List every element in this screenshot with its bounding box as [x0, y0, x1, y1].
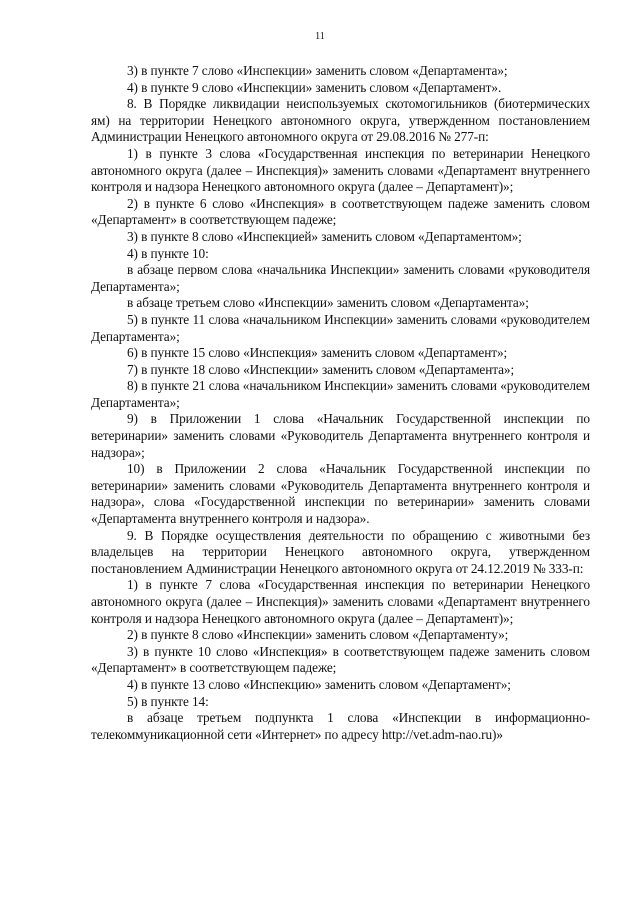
paragraph: 9) в Приложении 1 слова «Начальник Государственной инспекции по ветеринарии» заменить словами «Руководитель Департамента внутреннего контроля и надзора»; — [91, 411, 590, 460]
paragraph: 2) в пункте 8 слово «Инспекции» заменить словом «Департаменту»; — [127, 627, 509, 643]
paragraph: в абзаце первом слова «начальника Инспекции» заменить словами «руководителя Департамента»; — [91, 262, 590, 294]
paragraph: 8) в пункте 21 слова «начальником Инспекции» заменить словами «руководителем Департамента»; — [91, 378, 590, 410]
paragraph: 3) в пункте 10 слово «Инспекция» в соответствующем падеже заменить словом «Департамент» в соответствующем падеже; — [91, 643, 590, 676]
paragraph: в абзаце третьем слово «Инспекции» заменить словом «Департамента»; — [127, 295, 529, 311]
paragraph: 4) в пункте 9 слово «Инспекции» заменить словом «Департамент». — [127, 79, 502, 95]
paragraph: 1) в пункте 7 слова «Государственная инспекция по ветеринарии Ненецкого автономного округа (далее – Инспекция)» заменить словами «Департамент внутреннего контроля и надзора Ненецкого автономного округа (далее – Департамент)»; — [91, 577, 590, 626]
paragraph: 3) в пункте 7 слово «Инспекции» заменить словом «Департамента»; — [127, 63, 508, 78]
paragraph: 3) в пункте 8 слово «Инспекцией» заменить словом «Департаментом»; — [127, 228, 522, 244]
section-heading-paragraph: 8. В Порядке ликвидации неиспользуемых скотомогильников (биотермических ям) на территории Ненецкого автономного округа, утвержденном постановлением Администрации Ненецкого автономного округа от 29.08.2016 № 277-п: — [91, 96, 590, 145]
paragraph: 5) в пункте 11 слова «начальником Инспекции» заменить словами «руководителем Департамента»; — [91, 311, 590, 344]
paragraph: 5) в пункте 14: — [127, 693, 209, 709]
paragraph: 4) в пункте 10: — [127, 245, 209, 261]
paragraph: 4) в пункте 13 слово «Инспекцию» заменить словом «Департамент»; — [127, 676, 511, 692]
paragraph: 10) в Приложении 2 слова «Начальник Государственной инспекции по ветеринарии» заменить словами «Руководитель Департамента внутреннего контроля и надзора», слова «Государственной инспекции по ветеринарии» заменить словами «Департамента внутреннего контроля и надзора». — [91, 461, 590, 527]
document-body — [91, 63, 590, 743]
paragraph: 6) в пункте 15 слово «Инспекция» заменить словом «Департамент»; — [127, 345, 508, 361]
paragraph: 7) в пункте 18 слово «Инспекции» заменить словом «Департамента»; — [127, 361, 515, 377]
page-number: 11 — [315, 31, 325, 42]
paragraph: 2) в пункте 6 слово «Инспекция» в соответствующем падеже заменить словом «Департамент» в соответствующем падеже; — [91, 195, 590, 228]
paragraph: в абзаце третьем подпункта 1 слова «Инспекции в информационно-телекоммуникационной сети «Интернет» по адресу http://vet.adm-nao.ru)» — [91, 710, 590, 742]
section-heading-paragraph: 9. В Порядке осуществления деятельности по обращению с животными без владельцев на территории Ненецкого автономного округа, утвержденном постановлением Администрации Ненецкого автономного округа от 24.12.2019 № 333-п: — [91, 527, 590, 576]
paragraph: 1) в пункте 3 слова «Государственная инспекция по ветеринарии Ненецкого автономного округа (далее – Инспекция)» заменить словами «Департамент внутреннего контроля и надзора Ненецкого автономного округа (далее – Департамент)»; — [91, 145, 590, 195]
